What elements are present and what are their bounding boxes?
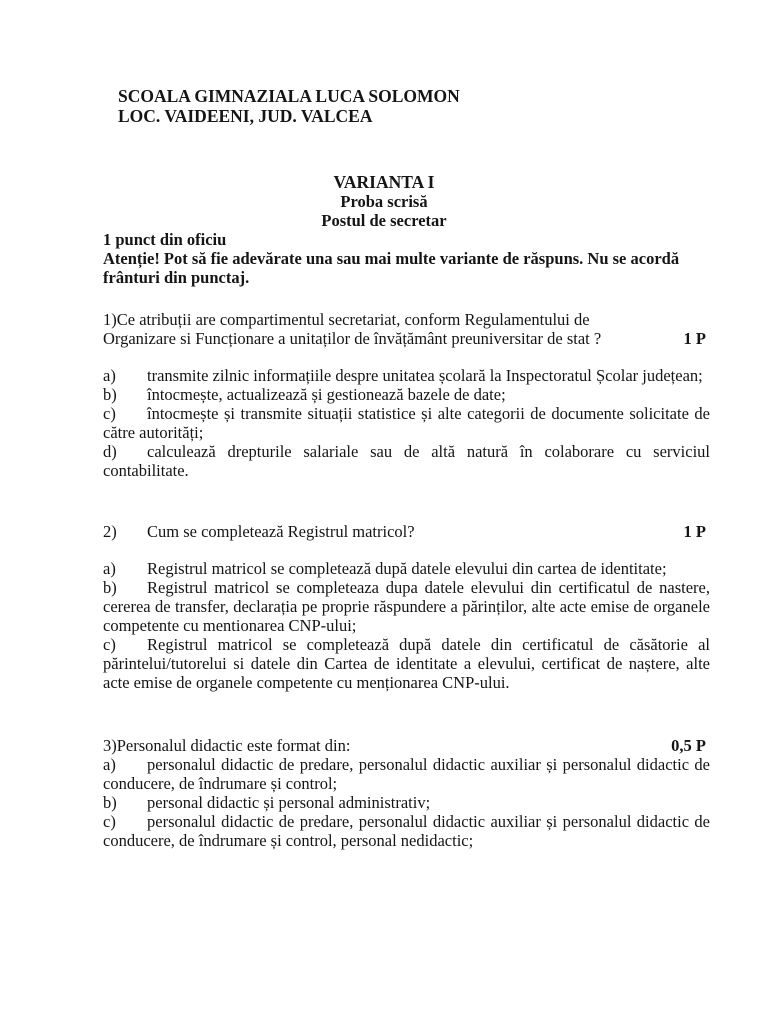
question-1-line1: 1)Ce atribuții are compartimentul secretariat, conform Regulamentului de bbox=[103, 310, 590, 329]
question-2-number: 2) bbox=[103, 522, 117, 541]
option-label: a) bbox=[103, 559, 116, 578]
question-1-option-b bbox=[103, 385, 710, 404]
option-text: Registrul matricol se completeaza dupa datele elevului din certificatul de nastere, cererea de transfer, declarația pe proprie răspundere a părinților, alte acte emise de organele competente cu mentionarea CNP-ului; bbox=[103, 578, 710, 635]
question-1-option-c bbox=[103, 404, 710, 442]
question-1-option-d bbox=[103, 442, 710, 480]
question-1 bbox=[103, 310, 710, 480]
option-label: a) bbox=[103, 755, 116, 774]
question-1-points: 1 P bbox=[683, 329, 706, 348]
question-2-option-b bbox=[103, 578, 710, 635]
option-label: b) bbox=[103, 578, 117, 597]
option-label: b) bbox=[103, 793, 117, 812]
question-2-text: Cum se completează Registrul matricol? bbox=[147, 522, 415, 541]
option-label: d) bbox=[103, 442, 117, 461]
school-location: LOC. VAIDEENI, JUD. VALCEA bbox=[118, 106, 373, 126]
option-text: personal didactic și personal administrativ; bbox=[147, 793, 431, 812]
option-text: transmite zilnic informațiile despre unitatea școlară la Inspectoratul Școlar județean; bbox=[147, 366, 703, 385]
question-3-option-a bbox=[103, 755, 710, 793]
default-points: 1 punct din oficiu bbox=[103, 230, 227, 249]
question-3-option-c bbox=[103, 812, 710, 850]
question-3-text: 3)Personalul didactic este format din: bbox=[103, 736, 351, 755]
option-label: b) bbox=[103, 385, 117, 404]
option-text: întocmește și transmite situații statistice și alte categorii de documente solicitate de către autorități; bbox=[103, 404, 710, 442]
option-text: calculează drepturile salariale sau de altă natură în colaborare cu serviciul contabilitate. bbox=[103, 442, 710, 480]
attention-note: Atenție! Pot să fie adevărate una sau mai multe variante de răspuns. Nu se acordă frânturi din punctaj. bbox=[103, 249, 680, 287]
question-1-option-a bbox=[103, 366, 710, 385]
option-label: a) bbox=[103, 366, 116, 385]
question-2 bbox=[103, 522, 710, 692]
question-3-option-b bbox=[103, 793, 710, 812]
question-3-points: 0,5 P bbox=[671, 736, 706, 755]
option-text: Registrul matricol se completează după datele elevului din cartea de identitate; bbox=[147, 559, 667, 578]
option-label: c) bbox=[103, 812, 116, 831]
question-1-line2: Organizare si Funcționare a unitaților de învățământ preuniversitar de stat ? bbox=[103, 329, 602, 348]
option-text: întocmește, actualizează și gestionează bazele de date; bbox=[147, 385, 506, 404]
option-label: c) bbox=[103, 635, 116, 654]
exam-title: Proba scrisă bbox=[340, 192, 428, 211]
question-2-option-a bbox=[103, 559, 710, 578]
question-2-option-c bbox=[103, 635, 710, 692]
variant-title: VARIANTA I bbox=[333, 172, 435, 192]
option-text: personalul didactic de predare, personalul didactic auxiliar și personalul didactic de conducere, de îndrumare și control; bbox=[103, 755, 710, 793]
option-text: personalul didactic de predare, personalul didactic auxiliar și personalul didactic de conducere, de îndrumare și control, personal nedidactic; bbox=[103, 812, 710, 850]
option-label: c) bbox=[103, 404, 116, 423]
position-title: Postul de secretar bbox=[321, 211, 447, 230]
question-2-points: 1 P bbox=[683, 522, 706, 541]
option-text: Registrul matricol se completează după datele din certificatul de căsătorie al părintelui/tutorelui si datele din Cartea de identitate a elevului, certificat de naștere, alte acte emise de organele competente cu menționarea CNP-ului. bbox=[103, 635, 710, 692]
school-header bbox=[118, 86, 460, 126]
question-3 bbox=[103, 736, 710, 850]
school-name: SCOALA GIMNAZIALA LUCA SOLOMON bbox=[118, 86, 460, 106]
notice-block bbox=[103, 230, 710, 287]
